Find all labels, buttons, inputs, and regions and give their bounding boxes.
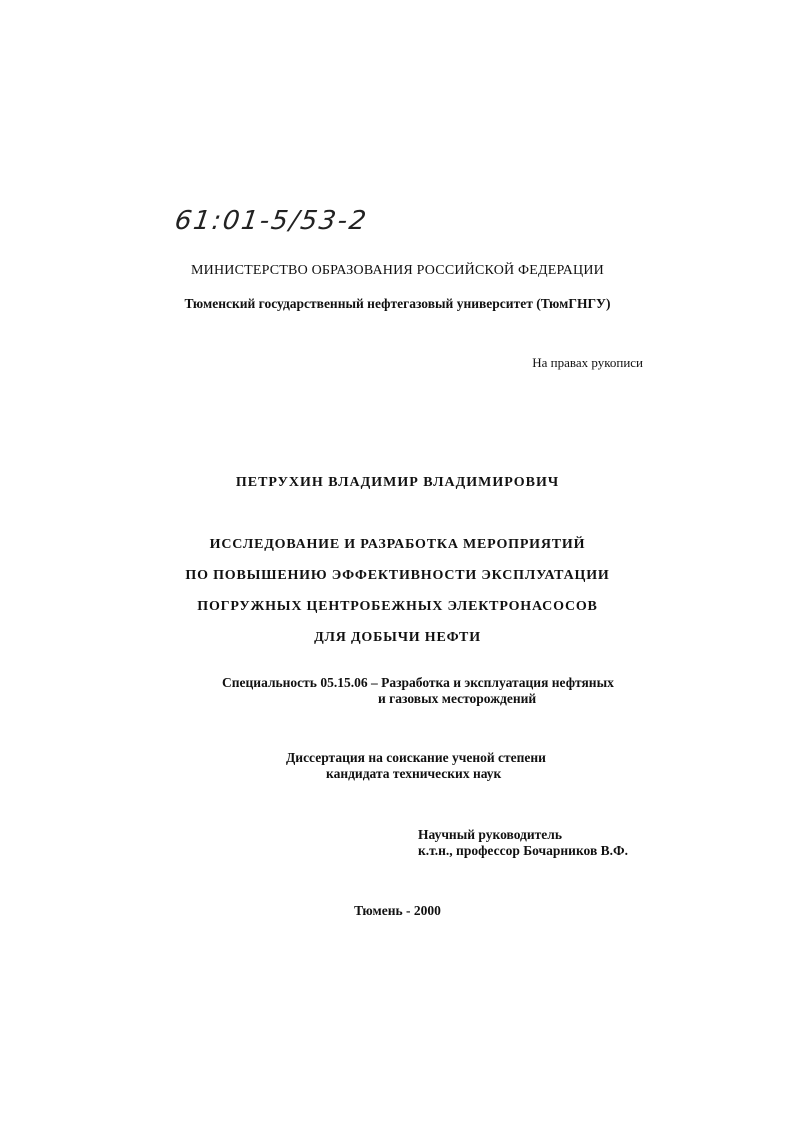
author-name: ПЕТРУХИН ВЛАДИМИР ВЛАДИМИРОВИЧ (235, 475, 560, 490)
university-name: Тюменский государственный нефтегазовый университет (ТюмГНГУ) (184, 296, 611, 311)
ministry-heading: МИНИСТЕРСТВО ОБРАЗОВАНИЯ РОССИЙСКОЙ ФЕДЕРАЦИИ (190, 263, 604, 278)
title-line: ИССЛЕДОВАНИЕ И РАЗРАБОТКА МЕРОПРИЯТИЙ (209, 537, 586, 552)
handwritten-catalog-code: 61:01-5/53-2 (172, 206, 370, 236)
place-year: Тюмень - 2000 (354, 903, 441, 918)
degree-line-1: Диссертация на соискание ученой степени (286, 750, 546, 765)
title-line: ДЛЯ ДОБЫЧИ НЕФТИ (314, 630, 481, 645)
manuscript-note: На правах рукописи (532, 355, 643, 370)
title-line: ПОГРУЖНЫХ ЦЕНТРОБЕЖНЫХ ЭЛЕКТРОНАСОСОВ (197, 599, 598, 614)
degree-line-2: кандидата технических наук (326, 766, 502, 781)
specialty-line-2: и газовых месторождений (378, 691, 537, 706)
specialty-line-1: Специальность 05.15.06 – Разработка и эксплуатация нефтяных (222, 675, 614, 690)
title-line: ПО ПОВЫШЕНИЮ ЭФФЕКТИВНОСТИ ЭКСПЛУАТАЦИИ (185, 568, 610, 583)
supervisor-name: к.т.н., профессор Бочарников В.Ф. (418, 843, 628, 858)
supervisor-label: Научный руководитель (418, 827, 562, 842)
